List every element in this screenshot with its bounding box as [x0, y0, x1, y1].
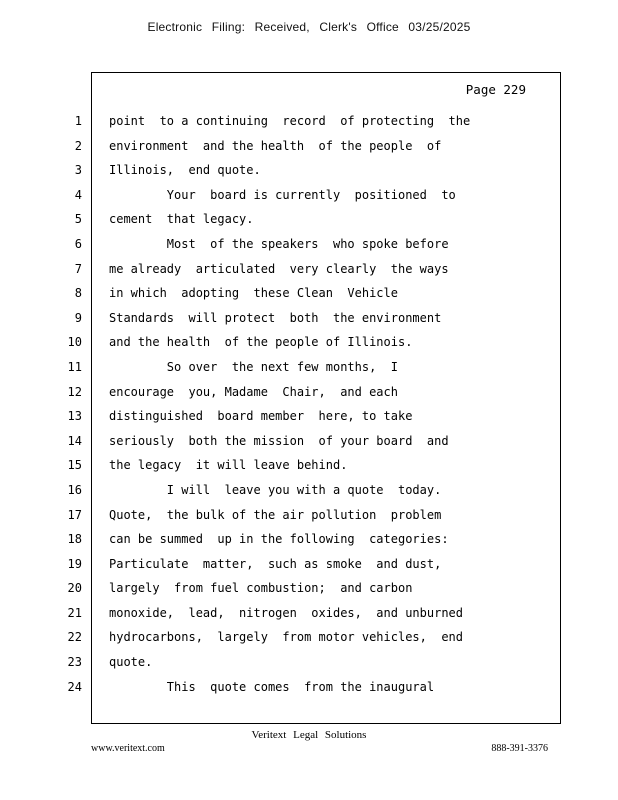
line-number: 12: [67, 384, 82, 399]
line-text: So over the next few months, I: [109, 359, 398, 374]
footer-company: Veritext Legal Solutions: [251, 729, 367, 741]
transcript-line: [0, 650, 618, 675]
transcript-line: [0, 207, 618, 232]
footer-phone: 888-391-3376: [491, 743, 548, 754]
transcript-line: [0, 675, 618, 700]
line-number: 2: [74, 138, 82, 153]
transcript-line: [0, 257, 618, 282]
line-number: 17: [67, 507, 82, 522]
line-text: in which adopting these Clean Vehicle: [109, 286, 398, 301]
line-text: Illinois, end quote.: [109, 163, 261, 178]
transcript-line: [0, 503, 618, 528]
line-number: 22: [67, 630, 82, 645]
transcript-line: [0, 183, 618, 208]
line-number: 14: [67, 433, 82, 448]
footer-website: www.veritext.com: [91, 743, 165, 754]
line-number: 6: [74, 236, 82, 251]
line-number: 21: [67, 605, 82, 620]
line-text: the legacy it will leave behind.: [109, 458, 348, 473]
transcript-line: [0, 453, 618, 478]
line-number: 1: [74, 114, 82, 128]
line-number: 13: [67, 409, 82, 424]
transcript-line: [0, 601, 618, 626]
line-text: environment and the health of the people of: [109, 138, 442, 153]
line-number: 5: [74, 212, 82, 227]
transcript-line: [0, 306, 618, 331]
line-number: 4: [74, 187, 82, 202]
line-number: 15: [67, 458, 82, 473]
line-number: 11: [67, 359, 82, 374]
line-number: 23: [67, 655, 82, 670]
line-text: Your board is currently positioned to: [109, 187, 456, 202]
line-number: 8: [74, 286, 82, 301]
transcript-line: [0, 330, 618, 355]
line-number: 9: [74, 310, 82, 325]
line-text: Particulate matter, such as smoke and dust,: [109, 556, 442, 571]
line-text: Standards will protect both the environment: [109, 310, 442, 325]
transcript-line: [0, 625, 618, 650]
line-text: cement that legacy.: [109, 212, 254, 227]
page-number: Page 229: [465, 82, 526, 97]
line-text: seriously both the mission of your board and: [109, 433, 449, 448]
transcript-line: [0, 404, 618, 429]
line-text: This quote comes from the inaugural: [109, 679, 435, 694]
line-number: 24: [67, 679, 82, 694]
transcript-line: [0, 281, 618, 306]
line-text: distinguished board member here, to take: [109, 409, 413, 424]
line-number: 16: [67, 482, 82, 497]
line-text: me already articulated very clearly the ways: [109, 261, 449, 276]
line-text: hydrocarbons, largely from motor vehicles, end: [109, 630, 464, 645]
line-text: and the health of the people of Illinois.: [109, 335, 413, 350]
transcript-line: [0, 429, 618, 454]
line-text: can be summed up in the following categories:: [109, 532, 449, 547]
line-number: 3: [74, 163, 82, 178]
transcript-line: [0, 552, 618, 577]
transcript-line: [0, 158, 618, 183]
transcript-line: [0, 134, 618, 159]
line-text: encourage you, Madame Chair, and each: [109, 384, 398, 399]
line-number: 18: [67, 532, 82, 547]
transcript-line: [0, 109, 618, 134]
transcript-line: [0, 478, 618, 503]
line-text: Quote, the bulk of the air pollution problem: [109, 507, 442, 522]
line-text: Most of the speakers who spoke before: [109, 236, 449, 251]
line-text: quote.: [109, 655, 153, 670]
transcript-line: [0, 527, 618, 552]
filing-stamp-header: Electronic Filing: Received, Clerk's Office 03/25/2025: [147, 20, 471, 34]
line-number: 10: [67, 335, 82, 350]
line-number: 20: [67, 581, 82, 596]
line-text: I will leave you with a quote today.: [109, 482, 442, 497]
line-number: 19: [67, 556, 82, 571]
line-text: monoxide, lead, nitrogen oxides, and unburned: [109, 605, 464, 620]
transcript-line: [0, 576, 618, 601]
line-number: 7: [74, 261, 82, 276]
line-text: largely from fuel combustion; and carbon: [109, 581, 413, 596]
line-text: point to a continuing record of protecting the: [109, 114, 471, 128]
transcript-lines: [0, 109, 618, 699]
transcript-line: [0, 380, 618, 405]
transcript-line: [0, 355, 618, 380]
transcript-line: [0, 232, 618, 257]
